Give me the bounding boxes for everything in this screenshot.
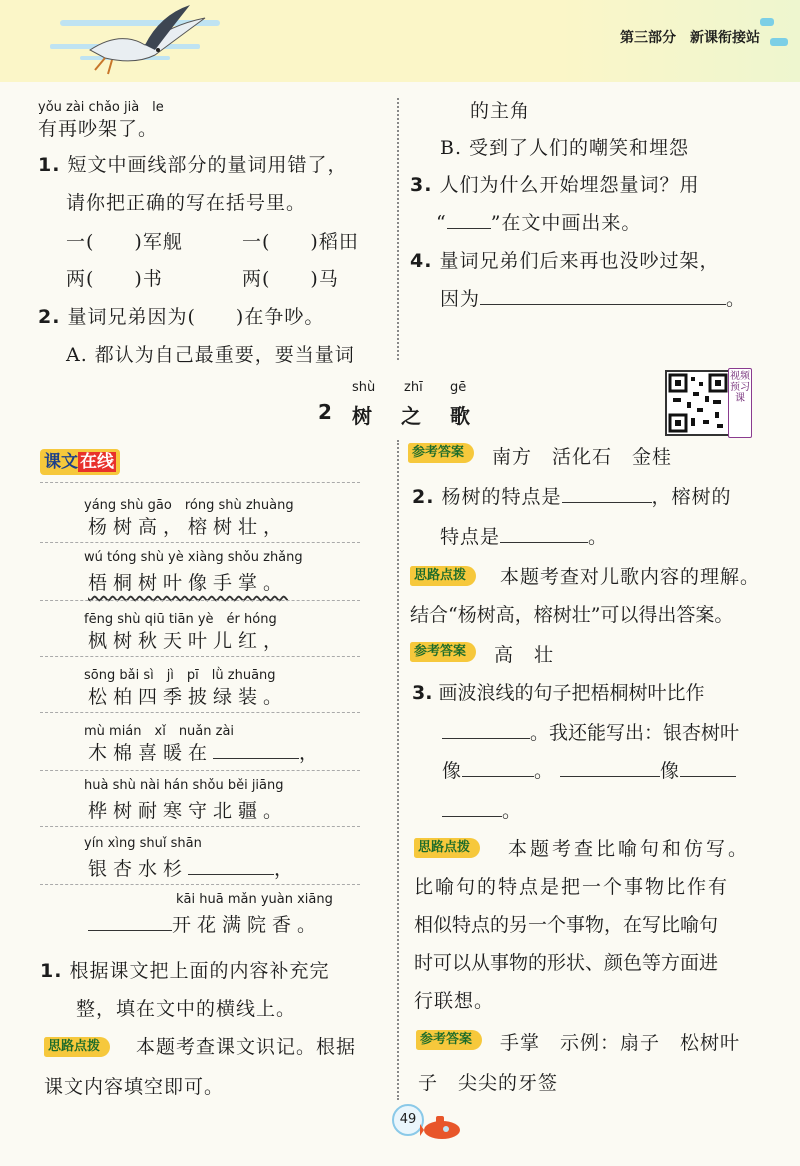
hint-text: 本题考查比喻句和仿写。 [508, 838, 751, 860]
hint-text: 行联想。 [414, 990, 495, 1012]
hint-text: 课文内容填空即可。 [44, 1076, 225, 1098]
hint-text: 本题考查对儿歌内容的理解。 [500, 566, 761, 588]
title-pinyin-2: zhī [404, 380, 423, 395]
question-3: 3. 画波浪线的句子把梧桐树叶比作 [412, 682, 705, 704]
answer-text: 高 壮 [494, 644, 555, 666]
seagull-icon [50, 0, 220, 82]
answer-text: 手掌 示例：扇子 松树叶 [500, 1032, 741, 1054]
question-3-line4: 。 [442, 796, 522, 823]
answer-blank[interactable] [560, 758, 660, 777]
title-pinyin-3: gē [450, 380, 467, 395]
poem-pinyin: yín xìng shuǐ shān [84, 836, 202, 851]
header-decoration [770, 38, 788, 46]
section-label: 第三部分 新课衔接站 [620, 30, 760, 46]
poem-pinyin: mù mián xǐ nuǎn zài [84, 724, 235, 739]
answer-slot: 一( )军舰 [66, 231, 183, 253]
question-2-line2: 特点是 。 [440, 526, 609, 548]
separator [40, 770, 360, 771]
answer-slot: 两( )书 [66, 268, 163, 290]
hint-text: 相似特点的另一个事物，在写比喻句 [414, 914, 719, 936]
separator [40, 656, 360, 657]
answer-tag: 参考答案 [416, 1030, 482, 1050]
question-3-line3: 像 。 像 [442, 756, 736, 783]
question-4-line2: 因为 。 [440, 288, 747, 310]
answer-blank[interactable] [447, 210, 491, 229]
column-divider [397, 98, 399, 360]
page-header [0, 0, 800, 82]
question-1: 1. 根据课文把上面的内容补充完 [40, 960, 330, 982]
hint-tag: 思路点拨 [44, 1037, 110, 1057]
question-3-line2: “ ”在文中画出来。 [436, 212, 642, 234]
qr-label: 视频预习课 [728, 368, 752, 438]
separator [40, 482, 360, 483]
lesson-title-char: 树 [352, 404, 372, 428]
poem-line: 银杏水杉 ， [88, 858, 300, 880]
question-1: 1. 短文中画线部分的量词用错了， [38, 154, 348, 176]
poem-line-wavy: 梧桐树叶像手掌。 [88, 572, 289, 594]
answer-tag: 参考答案 [410, 642, 476, 662]
poem-line: 枫树秋天叶儿红， [88, 630, 289, 652]
answer-blank[interactable] [562, 484, 652, 503]
answer-slot: 一( )稻田 [242, 231, 359, 253]
hint-text: 本题考查课文识记。根据 [136, 1036, 357, 1058]
separator [40, 884, 360, 885]
lesson-number: 2 [318, 400, 332, 424]
header-decoration [760, 18, 774, 26]
option-b: B. 受到了人们的嘲笑和埋怨 [440, 137, 690, 159]
question-4: 4. 量词兄弟们后来再也没吵过架， [410, 250, 720, 272]
answer-blank[interactable] [213, 740, 299, 759]
poem-line: 木棉喜暖在 ， [88, 742, 325, 764]
question-3-line2: 。我还能写出：银杏树叶 [442, 718, 739, 745]
column-divider [397, 440, 399, 1100]
hint-tag: 思路点拨 [410, 566, 476, 586]
separator [40, 542, 360, 543]
hint-tag: 思路点拨 [414, 838, 480, 858]
lesson-title-char: 之 [401, 404, 421, 428]
section-tag: 课文 在线 [40, 449, 120, 475]
text-line: 有再吵架了。 [38, 118, 159, 140]
poem-pinyin: kāi huā mǎn yuàn xiāng [176, 892, 333, 907]
text-line: 的主角 [470, 100, 531, 122]
hint-text: 时可以从事物的形状、颜色等方面进 [414, 952, 719, 974]
title-pinyin-1: shù [352, 380, 376, 395]
answer-slot: 两( )马 [242, 268, 339, 290]
qr-code-icon [667, 372, 729, 434]
poem-line: 松柏四季披绿装。 [88, 686, 289, 708]
poem-pinyin: sōng bǎi sì jì pī lǜ zhuāng [84, 668, 276, 683]
separator [40, 826, 360, 827]
question-2: 2. 量词兄弟因为( )在争吵。 [38, 306, 325, 328]
qr-code[interactable] [665, 370, 731, 436]
answer-tag: 参考答案 [408, 443, 474, 463]
poem-line: 杨树高，榕树壮， [88, 516, 289, 538]
separator [40, 712, 360, 713]
answer-blank[interactable] [188, 856, 274, 875]
answer-text: 南方 活化石 金桂 [492, 446, 673, 468]
poem-line: 开花满院香。 [88, 910, 322, 937]
answer-blank[interactable] [442, 798, 502, 817]
answer-blank[interactable] [88, 912, 172, 931]
answer-text: 子 尖尖的牙签 [418, 1072, 559, 1094]
lesson-title-char: 歌 [450, 404, 470, 428]
page-number: 49 [392, 1104, 424, 1136]
answer-blank[interactable] [442, 720, 530, 739]
question-1-line2: 整，填在文中的横线上。 [76, 998, 297, 1020]
question-3: 3. 人们为什么开始埋怨量词？用 [410, 174, 700, 196]
answer-blank[interactable] [480, 286, 726, 305]
question-2: 2. 杨树的特点是 ，榕树的 [412, 486, 732, 508]
pinyin-line: yǒu zài chǎo jià le [38, 100, 164, 115]
poem-pinyin: huà shù nài hán shǒu běi jiāng [84, 778, 284, 793]
answer-blank[interactable] [462, 758, 534, 777]
poem-pinyin: wú tóng shù yè xiàng shǒu zhǎng [84, 550, 303, 565]
submarine-icon [420, 1112, 464, 1142]
poem-pinyin: yáng shù gāo róng shù zhuàng [84, 498, 294, 513]
answer-blank[interactable] [680, 758, 736, 777]
hint-text: 比喻句的特点是把一个事物比作有 [414, 876, 730, 898]
hint-text: 结合“杨树高，榕树壮”可以得出答案。 [410, 604, 734, 626]
question-1-line2: 请你把正确的写在括号里。 [66, 192, 307, 214]
option-a: A. 都认为自己最重要，要当量词 [66, 344, 355, 366]
poem-line: 桦树耐寒守北疆。 [88, 800, 289, 822]
poem-pinyin: fēng shù qiū tiān yè ér hóng [84, 612, 277, 627]
separator [40, 600, 360, 601]
answer-blank[interactable] [500, 524, 588, 543]
